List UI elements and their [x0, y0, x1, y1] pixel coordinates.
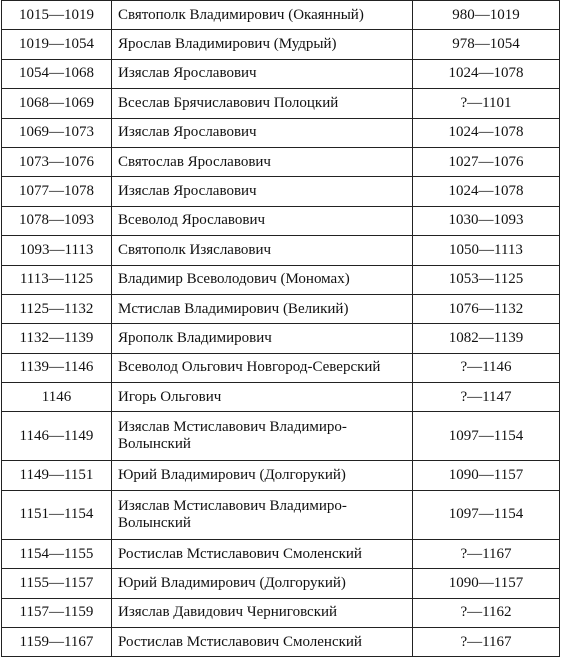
- life-years-cell: ?—1101: [413, 89, 560, 118]
- table-row: [2, 1, 560, 30]
- life-years-cell: 1097—1154: [413, 412, 560, 461]
- table-row: [2, 324, 560, 353]
- reign-years-cell: 1146: [2, 383, 112, 412]
- reign-years-cell: 1159—1167: [2, 628, 112, 657]
- ruler-name-cell: Ростислав Мстиславович Смоленский: [112, 628, 413, 657]
- life-years-cell: 1050—1113: [413, 236, 560, 265]
- ruler-name-cell: Всеволод Ярославович: [112, 206, 413, 235]
- reign-years-cell: 1154—1155: [2, 539, 112, 568]
- ruler-name-cell: Изяслав Давидович Черниговский: [112, 598, 413, 627]
- table-row: [2, 569, 560, 598]
- table-row: [2, 294, 560, 323]
- reign-years-cell: 1078—1093: [2, 206, 112, 235]
- table-row: [2, 89, 560, 118]
- reign-years-cell: 1077—1078: [2, 177, 112, 206]
- table-row: [2, 265, 560, 294]
- reign-years-cell: 1019—1054: [2, 30, 112, 59]
- ruler-name-cell: Святополк Владимирович (Окаянный): [112, 1, 413, 30]
- table-row: [2, 383, 560, 412]
- reign-years-cell: 1068—1069: [2, 89, 112, 118]
- ruler-name-cell: Всеволод Ольгович Новгород-Северский: [112, 353, 413, 382]
- ruler-name-cell: Изяслав Ярославович: [112, 59, 413, 88]
- life-years-cell: 1027—1076: [413, 147, 560, 176]
- ruler-name-cell: Юрий Владимирович (Долгорукий): [112, 461, 413, 490]
- table-row: [2, 539, 560, 568]
- ruler-name-cell: Ярополк Владимирович: [112, 324, 413, 353]
- reign-years-cell: 1069—1073: [2, 118, 112, 147]
- reign-years-cell: 1054—1068: [2, 59, 112, 88]
- ruler-name-cell: Игорь Ольгович: [112, 383, 413, 412]
- reign-years-cell: 1155—1157: [2, 569, 112, 598]
- table-row: [2, 206, 560, 235]
- reign-years-cell: 1132—1139: [2, 324, 112, 353]
- life-years-cell: 978—1054: [413, 30, 560, 59]
- reign-years-cell: 1015—1019: [2, 1, 112, 30]
- reign-years-cell: 1146—1149: [2, 412, 112, 461]
- reign-years-cell: 1151—1154: [2, 490, 112, 539]
- table-row: [2, 118, 560, 147]
- table-row: [2, 412, 560, 461]
- ruler-name-cell: Святополк Изяславович: [112, 236, 413, 265]
- life-years-cell: ?—1167: [413, 539, 560, 568]
- ruler-name-cell: Всеслав Брячиславович Полоцкий: [112, 89, 413, 118]
- table-row: [2, 177, 560, 206]
- table-row: [2, 490, 560, 539]
- life-years-cell: 1076—1132: [413, 294, 560, 323]
- life-years-cell: 1097—1154: [413, 490, 560, 539]
- ruler-name-cell: Изяслав Мстиславович Владимиро-Волынский: [112, 412, 413, 461]
- rulers-table: [1, 0, 560, 657]
- table-row: [2, 147, 560, 176]
- life-years-cell: 1090—1157: [413, 569, 560, 598]
- reign-years-cell: 1093—1113: [2, 236, 112, 265]
- rulers-table-body: [2, 1, 560, 657]
- table-row: [2, 353, 560, 382]
- reign-years-cell: 1113—1125: [2, 265, 112, 294]
- table-row: [2, 59, 560, 88]
- ruler-name-cell: Владимир Всеволодович (Мономах): [112, 265, 413, 294]
- table-row: [2, 30, 560, 59]
- life-years-cell: 1030—1093: [413, 206, 560, 235]
- reign-years-cell: 1073—1076: [2, 147, 112, 176]
- ruler-name-cell: Мстислав Владимирович (Великий): [112, 294, 413, 323]
- life-years-cell: ?—1147: [413, 383, 560, 412]
- table-row: [2, 236, 560, 265]
- ruler-name-cell: Юрий Владимирович (Долгорукий): [112, 569, 413, 598]
- ruler-name-cell: Изяслав Ярославович: [112, 118, 413, 147]
- ruler-name-cell: Ярослав Владимирович (Мудрый): [112, 30, 413, 59]
- life-years-cell: ?—1167: [413, 628, 560, 657]
- life-years-cell: 980—1019: [413, 1, 560, 30]
- life-years-cell: ?—1146: [413, 353, 560, 382]
- life-years-cell: 1053—1125: [413, 265, 560, 294]
- reign-years-cell: 1149—1151: [2, 461, 112, 490]
- ruler-name-cell: Изяслав Ярославович: [112, 177, 413, 206]
- table-row: [2, 461, 560, 490]
- life-years-cell: 1024—1078: [413, 59, 560, 88]
- table-row: [2, 628, 560, 657]
- life-years-cell: ?—1162: [413, 598, 560, 627]
- life-years-cell: 1082—1139: [413, 324, 560, 353]
- life-years-cell: 1024—1078: [413, 118, 560, 147]
- ruler-name-cell: Ростислав Мстиславович Смоленский: [112, 539, 413, 568]
- reign-years-cell: 1157—1159: [2, 598, 112, 627]
- ruler-name-cell: Изяслав Мстиславович Владимиро-Волынский: [112, 490, 413, 539]
- reign-years-cell: 1139—1146: [2, 353, 112, 382]
- table-row: [2, 598, 560, 627]
- ruler-name-cell: Святослав Ярославович: [112, 147, 413, 176]
- life-years-cell: 1090—1157: [413, 461, 560, 490]
- reign-years-cell: 1125—1132: [2, 294, 112, 323]
- life-years-cell: 1024—1078: [413, 177, 560, 206]
